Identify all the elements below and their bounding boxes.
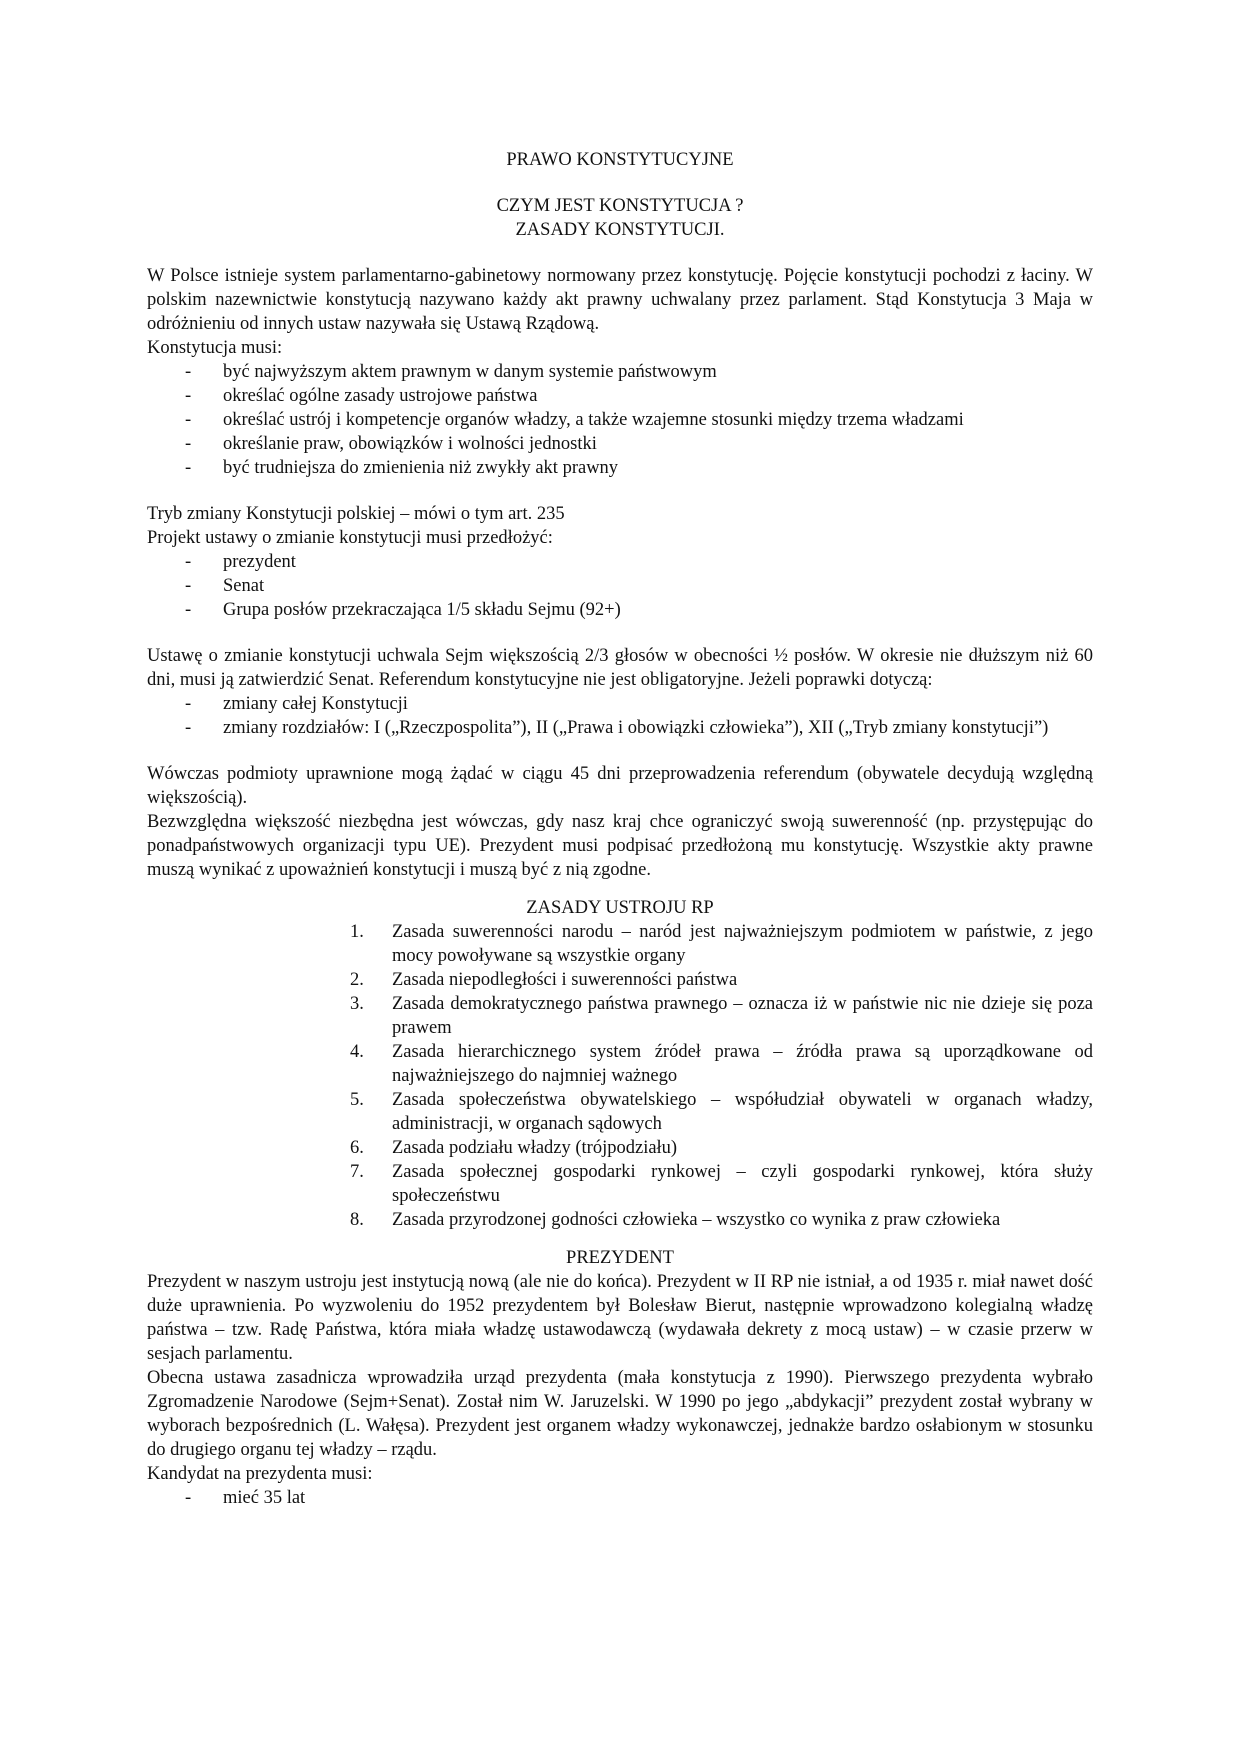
list-item (147, 432, 1093, 456)
list-item-text: Grupa posłów przekraczająca 1/5 składu Sejmu (92+) (223, 600, 621, 620)
list-item-text: Zasada społecznej gospodarki rynkowej – czyli gospodarki rynkowej, która służy społeczeństwu (392, 1162, 1093, 1206)
prezydent-paragraph: Prezydent w naszym ustroju jest instytucją nową (ale nie do końca). Prezydent w II RP nie istniał, a od 1935 r. miał nawet dość duże uprawnienia. Po wyzwoleniu do 1952 prezydentem był Bolesław Bierut, następnie wprowadzono kolegialną władzę państwa – tzw. Radę Państwa, która miała władzę ustawodawczą (wydawała dekrety z mocą ustaw) – w czasie przerw w sesjach parlamentu. (147, 1272, 1093, 1364)
list-item-text: zmiany rozdziałów: I („Rzeczpospolita”), II („Prawa i obowiązki człowieka”), XII („Tryb zmiany konstytucji”) (223, 718, 1049, 738)
prezydent-title: PREZYDENT (566, 1248, 674, 1268)
list-item (147, 598, 1093, 622)
zasady-list (147, 920, 1093, 1232)
list-item (147, 1486, 1093, 1510)
list-item (147, 1208, 1093, 1232)
dash-bullet: - (185, 410, 192, 430)
list-item (147, 360, 1093, 384)
bezwzgledna-paragraph: Bezwzględna większość niezbędna jest wówczas, gdy nasz kraj chce ograniczyć swoją suwerenność (np. przystępując do ponadpaństwowych organizacji typu UE). Prezydent musi podpisać przedłożoną mu konstytucję. Wszystkie akty prawne muszą wynikać z upoważnień konstytucji i muszą być z nią zgodne. (147, 812, 1093, 880)
list-item (147, 408, 1093, 432)
list-item-text: określać ogólne zasady ustrojowe państwa (223, 386, 538, 406)
dash-bullet: - (185, 576, 192, 596)
list-item-text: mieć 35 lat (223, 1488, 306, 1508)
list-item (147, 1136, 1093, 1160)
list-item-text: Zasada demokratycznego państwa prawnego – oznacza iż w państwie nic nie dzieje się poza prawem (392, 994, 1093, 1038)
list-item (147, 692, 1093, 716)
projekt-line: Projekt ustawy o zmianie konstytucji musi przedłożyć: (147, 528, 553, 548)
list-number: 5. (350, 1090, 364, 1110)
dash-bullet: - (185, 362, 192, 382)
list-number: 7. (350, 1162, 364, 1182)
zasady-title: ZASADY USTROJU RP (526, 898, 714, 918)
list-item (147, 384, 1093, 408)
list-item-text: określanie praw, obowiązków i wolności jednostki (223, 434, 597, 454)
intro-paragraph: W Polsce istnieje system parlamentarno-gabinetowy normowany przez konstytucję. Pojęcie konstytucji pochodzi z łaciny. W polskim nazewnictwie konstytucją nazywano każdy akt prawny uchwalany przez parlament. Stąd Konstytucja 3 Maja w odróżnieniu od innych ustaw nazywała się Ustawą Rządową. (147, 266, 1093, 334)
list-item (147, 716, 1093, 740)
spacer (147, 622, 1093, 644)
dash-bullet: - (185, 718, 192, 738)
kandydat-list (147, 1486, 1093, 1510)
prezydent-paragraph: Obecna ustawa zasadnicza wprowadziła urząd prezydenta (mała konstytucja z 1990). Pierwszego prezydenta wybrało Zgromadzenie Narodowe (Sejm+Senat). Został nim W. Jaruzelski. W 1990 po jego „abdykacji” prezydent został wybrany w wyborach bezpośrednich (L. Wałęsa). Prezydent jest organem władzy wykonawczej, jednakże bardzo osłabionym w stosunku do drugiego organu tej władzy – rządu. (147, 1368, 1093, 1460)
spacer (147, 242, 1093, 264)
dash-bullet: - (185, 1488, 192, 1508)
list-item-text: zmiany całej Konstytucji (223, 694, 408, 714)
must-list (147, 360, 1093, 480)
wowczas-paragraph: Wówczas podmioty uprawnione mogą żądać w ciągu 45 dni przeprowadzenia referendum (obywatele decydują względną większością). (147, 764, 1093, 808)
dash-bullet: - (185, 458, 192, 478)
dash-bullet: - (185, 600, 192, 620)
list-item-text: Senat (223, 576, 265, 596)
kandydat-label: Kandydat na prezydenta musi: (147, 1464, 373, 1484)
dash-bullet: - (185, 386, 192, 406)
list-number: 2. (350, 970, 364, 990)
dash-bullet: - (185, 552, 192, 572)
document-subtitle: ZASADY KONSTYTUCJI. (515, 220, 725, 240)
list-item (147, 574, 1093, 598)
projekt-list (147, 550, 1093, 622)
document-title: PRAWO KONSTYTUCYJNE (506, 150, 734, 170)
list-item-text: Zasada podziału władzy (trójpodziału) (392, 1138, 678, 1158)
list-item-text: Zasada przyrodzonej godności człowieka – wszystko co wynika z praw człowieka (392, 1210, 1001, 1230)
tryb-line: Tryb zmiany Konstytucji polskiej – mówi o tym art. 235 (147, 504, 565, 524)
list-number: 8. (350, 1210, 364, 1230)
list-item-text: Zasada niepodległości i suwerenności państwa (392, 970, 738, 990)
list-item (147, 1040, 1093, 1088)
list-number: 6. (350, 1138, 364, 1158)
list-item (147, 968, 1093, 992)
list-item (147, 550, 1093, 574)
dash-bullet: - (185, 694, 192, 714)
list-item (147, 920, 1093, 968)
list-item (147, 992, 1093, 1040)
must-label: Konstytucja musi: (147, 338, 283, 358)
list-item (147, 1160, 1093, 1208)
poprawki-list (147, 692, 1093, 740)
list-item-text: Zasada hierarchicznego system źródeł prawa – źródła prawa są uporządkowane od najważniejszego do najmniej ważnego (392, 1042, 1093, 1086)
list-item-text: Zasada suwerenności narodu – naród jest najważniejszym podmiotem w państwie, z jego mocy powoływane są wszystkie organy (392, 922, 1093, 966)
list-item-text: być trudniejsza do zmienienia niż zwykły akt prawny (223, 458, 619, 478)
list-item-text: prezydent (223, 552, 296, 572)
spacer (147, 740, 1093, 762)
list-item (147, 456, 1093, 480)
list-item-text: określać ustrój i kompetencje organów władzy, a także wzajemne stosunki między trzema władzami (223, 410, 964, 430)
list-number: 3. (350, 994, 364, 1014)
list-number: 1. (350, 922, 364, 942)
ustawe-paragraph: Ustawę o zmianie konstytucji uchwala Sejm większością 2/3 głosów w obecności ½ posłów. W okresie nie dłuższym niż 60 dni, musi ją zatwierdzić Senat. Referendum konstytucyjne nie jest obligatoryjne. Jeżeli poprawki dotyczą: (147, 646, 1093, 690)
list-item-text: Zasada społeczeństwa obywatelskiego – współudział obywateli w organach władzy, administracji, w organach sądowych (392, 1090, 1093, 1134)
spacer (147, 172, 1093, 194)
spacer (147, 480, 1093, 502)
list-item-text: być najwyższym aktem prawnym w danym systemie państwowym (223, 362, 717, 382)
dash-bullet: - (185, 434, 192, 454)
document-page (147, 148, 1093, 1510)
document-subtitle: CZYM JEST KONSTYTUCJA ? (496, 196, 744, 216)
list-number: 4. (350, 1042, 364, 1062)
list-item (147, 1088, 1093, 1136)
